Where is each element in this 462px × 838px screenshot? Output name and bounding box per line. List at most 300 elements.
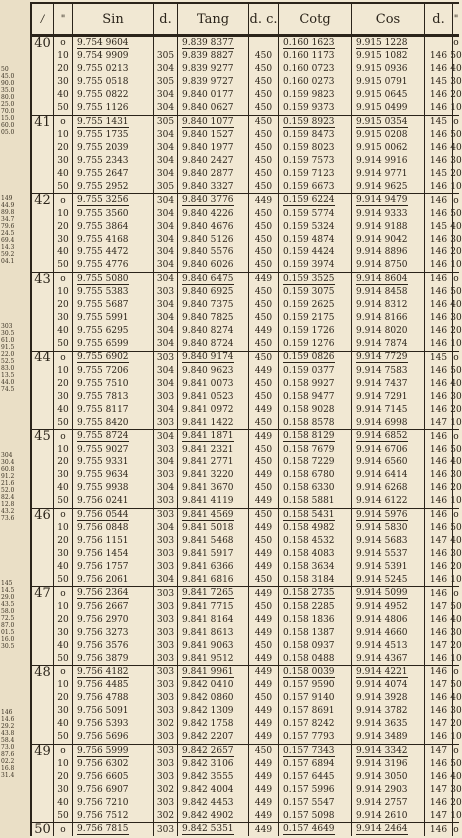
sin-diff-cell: 303 — [154, 535, 178, 548]
seconds-cell: o — [54, 745, 73, 758]
sin-cell: 9.755 6295 — [73, 325, 154, 338]
common-diff-cell: 450 — [249, 482, 279, 495]
tang-cell: 9.840 0627 — [178, 102, 249, 115]
tang-cell: 9.842 2657 — [178, 745, 249, 758]
cos-cell: 9.914 6852 — [352, 430, 425, 443]
common-diff-cell: 449 — [249, 325, 279, 338]
cos-diff-cell: 146 — [425, 522, 453, 535]
cos-diff-cell: 145 — [425, 116, 453, 129]
seconds-right-cell: 40 — [450, 142, 462, 153]
table-row — [32, 482, 462, 495]
table-row — [32, 351, 459, 365]
common-diff-cell: 449 — [249, 561, 279, 574]
seconds-right-cell: 20 — [450, 719, 462, 730]
table-row — [32, 495, 462, 508]
common-diff-cell: 449 — [249, 718, 279, 731]
table-row — [32, 429, 459, 443]
cos-diff-cell: 146 — [425, 731, 453, 744]
sin-cell: 9.755 4472 — [73, 246, 154, 259]
common-diff-cell: 450 — [249, 390, 279, 403]
common-diff-cell: 449 — [249, 809, 279, 822]
tang-cell: 9.841 1422 — [178, 416, 249, 429]
sin-diff-cell: 304 — [154, 129, 178, 142]
tang-cell: 9.839 8827 — [178, 50, 249, 63]
cos-diff-cell: 146 — [425, 377, 453, 390]
seconds-right-cell: 20 — [450, 797, 462, 808]
table-row — [32, 312, 462, 325]
tang-cell: 9.840 9174 — [178, 352, 249, 365]
cos-cell: 9.914 3050 — [352, 771, 425, 784]
cotg-cell: 0.160 0723 — [279, 63, 352, 76]
cos-cell: 9.914 3342 — [352, 745, 425, 758]
degree-cell — [32, 89, 54, 102]
seconds-cell: o — [54, 666, 73, 679]
cotg-cell: 0.158 1836 — [279, 613, 352, 626]
tang-cell: 9.841 9512 — [178, 652, 249, 665]
table-row — [32, 469, 462, 482]
table-row — [32, 50, 462, 63]
seconds-cell: 20 — [54, 377, 73, 390]
cos-cell: 9.914 2903 — [352, 783, 425, 796]
seconds-cell: 50 — [54, 495, 73, 508]
cos-cell: 9.914 2757 — [352, 796, 425, 809]
sin-diff-cell: 303 — [154, 352, 178, 365]
table-row — [32, 822, 459, 836]
table-row — [32, 272, 459, 286]
degree-cell — [32, 456, 54, 469]
sin-diff-cell: 303 — [154, 509, 178, 522]
sin-diff-cell: 302 — [154, 783, 178, 796]
tang-cell: 9.840 6925 — [178, 286, 249, 299]
seconds-right-cell: 50 — [450, 208, 462, 219]
degree-cell — [32, 259, 54, 272]
degree-cell — [32, 613, 54, 626]
tang-cell: 9.841 7265 — [178, 587, 249, 600]
table-row — [32, 89, 462, 102]
cotg-cell: 0.159 5324 — [279, 220, 352, 233]
degree-cell — [32, 771, 54, 784]
common-diff-cell: 449 — [249, 652, 279, 665]
seconds-cell: 50 — [54, 416, 73, 429]
common-diff-cell: 449 — [249, 430, 279, 443]
cos-cell: 9.914 3196 — [352, 758, 425, 771]
seconds-cell: 20 — [54, 771, 73, 784]
sin-cell: 9.755 2343 — [73, 154, 154, 167]
sin-cell: 9.755 0822 — [73, 89, 154, 102]
seconds-right-cell: o — [453, 746, 459, 757]
sin-diff-cell: 303 — [154, 548, 178, 561]
tang-cell: 9.839 9277 — [178, 63, 249, 76]
cotg-cell: 0.157 8691 — [279, 705, 352, 718]
degree-cell: 49 — [32, 745, 54, 758]
sin-diff-cell: 303 — [154, 745, 178, 758]
sin-diff-cell: 305 — [154, 50, 178, 63]
seconds-cell: 40 — [54, 167, 73, 180]
cotg-cell: 0.159 2625 — [279, 299, 352, 312]
cos-diff-cell: 146 — [425, 626, 453, 639]
cos-cell: 9.914 9042 — [352, 233, 425, 246]
table-row — [32, 129, 462, 142]
cotg-cell: 0.159 3525 — [279, 273, 352, 286]
table-row — [32, 771, 462, 784]
cos-cell: 9.915 0354 — [352, 116, 425, 129]
cotg-cell: 0.158 4083 — [279, 548, 352, 561]
cos-cell: 9.914 7583 — [352, 364, 425, 377]
seconds-cell: 10 — [54, 600, 73, 613]
table-row — [32, 193, 459, 207]
tang-cell: 9.839 9727 — [178, 76, 249, 89]
table-row — [32, 246, 462, 259]
cos-cell: 9.915 0208 — [352, 129, 425, 142]
seconds-right-cell: 10 — [450, 339, 462, 350]
common-diff-cell: 449 — [249, 194, 279, 207]
seconds-right-cell: 20 — [450, 561, 462, 572]
sin-diff-cell: 303 — [154, 286, 178, 299]
cos-cell: 9.914 9188 — [352, 220, 425, 233]
tang-cell: 9.842 0860 — [178, 692, 249, 705]
trig-log-table — [30, 2, 462, 838]
degree-cell: 43 — [32, 273, 54, 286]
cos-diff-cell: 147 — [425, 809, 453, 822]
tang-cell: 9.840 4676 — [178, 220, 249, 233]
cotg-cell: 0.157 6894 — [279, 758, 352, 771]
cos-diff-cell — [425, 37, 453, 50]
cotg-cell: 0.157 9590 — [279, 679, 352, 692]
sin-cell: 9.755 4168 — [73, 233, 154, 246]
sin-cell: 9.755 9331 — [73, 456, 154, 469]
tang-cell: 9.840 6026 — [178, 259, 249, 272]
table-row — [32, 626, 462, 639]
cos-cell: 9.914 4074 — [352, 679, 425, 692]
sin-diff-cell: 304 — [154, 573, 178, 586]
tang-cell: 9.841 8164 — [178, 613, 249, 626]
sin-diff-cell: 304 — [154, 482, 178, 495]
sin-cell: 9.756 4182 — [73, 666, 154, 679]
common-diff-cell: 450 — [249, 312, 279, 325]
common-diff-cell: 449 — [249, 783, 279, 796]
sin-diff-cell: 303 — [154, 666, 178, 679]
tang-cell: 9.841 2771 — [178, 456, 249, 469]
cotg-cell: 0.159 1276 — [279, 338, 352, 351]
sin-diff-cell: 304 — [154, 522, 178, 535]
cos-diff-cell: 147 — [425, 718, 453, 731]
cos-cell: 9.914 6560 — [352, 456, 425, 469]
seconds-cell: o — [54, 823, 73, 836]
cos-cell: 9.914 7291 — [352, 390, 425, 403]
degree-cell — [32, 220, 54, 233]
cos-diff-cell: 146 — [425, 259, 453, 272]
seconds-cell: o — [54, 116, 73, 129]
tang-cell: 9.840 9623 — [178, 364, 249, 377]
common-diff-cell: 450 — [249, 299, 279, 312]
tang-cell: 9.840 7825 — [178, 312, 249, 325]
sin-diff-cell: 304 — [154, 364, 178, 377]
seconds-cell: 30 — [54, 312, 73, 325]
seconds-cell: 40 — [54, 639, 73, 652]
sin-cell: 9.755 2952 — [73, 180, 154, 193]
cos-cell: 9.914 3928 — [352, 692, 425, 705]
common-diff-cell: 450 — [249, 50, 279, 63]
tang-cell: 9.841 4119 — [178, 495, 249, 508]
seconds-cell: 30 — [54, 233, 73, 246]
seconds-right-cell: 20 — [450, 640, 462, 651]
tang-cell: 9.842 4902 — [178, 809, 249, 822]
cotg-cell: 0.160 0273 — [279, 76, 352, 89]
common-diff-cell: 450 — [249, 509, 279, 522]
sin-diff-cell: 303 — [154, 600, 178, 613]
cotg-cell: 0.159 3075 — [279, 286, 352, 299]
degree-cell — [32, 403, 54, 416]
cotg-cell: 0.159 9823 — [279, 89, 352, 102]
sin-cell: 9.756 7512 — [73, 809, 154, 822]
header-seconds: " — [54, 4, 73, 34]
sin-cell: 9.756 2061 — [73, 573, 154, 586]
margin-proportional-parts: 149 44.9 89.8 34.7 79.6 24.5 69.4 14.3 59.2 04.1 — [1, 195, 15, 265]
cos-diff-cell: 145 — [425, 76, 453, 89]
cos-cell: 9.914 9625 — [352, 180, 425, 193]
sin-cell: 9.756 5091 — [73, 705, 154, 718]
cos-diff-cell: 146 — [425, 50, 453, 63]
header-cos: Cos — [352, 4, 425, 34]
seconds-cell: 30 — [54, 469, 73, 482]
cotg-cell: 0.159 8473 — [279, 129, 352, 142]
cotg-cell: 0.158 3634 — [279, 561, 352, 574]
tang-cell: 9.840 1977 — [178, 142, 249, 155]
sin-cell: 9.755 1431 — [73, 116, 154, 129]
degree-cell: 42 — [32, 194, 54, 207]
sin-diff-cell: 302 — [154, 718, 178, 731]
seconds-right-cell: o — [453, 431, 459, 442]
seconds-right-cell: 50 — [450, 287, 462, 298]
table-row — [32, 573, 462, 586]
cos-diff-cell: 146 — [425, 692, 453, 705]
seconds-cell: o — [54, 587, 73, 600]
table-row — [32, 508, 459, 522]
cotg-cell: 0.158 0937 — [279, 639, 352, 652]
tang-cell: 9.841 5018 — [178, 522, 249, 535]
seconds-right-cell: o — [453, 667, 459, 678]
cotg-cell: 0.157 7343 — [279, 745, 352, 758]
header-seconds-2: " — [453, 13, 459, 25]
cos-cell: 9.914 5391 — [352, 561, 425, 574]
sin-cell: 9.755 9027 — [73, 443, 154, 456]
table-row — [32, 403, 462, 416]
cotg-cell: 0.158 4532 — [279, 535, 352, 548]
sin-cell: 9.756 5999 — [73, 745, 154, 758]
table-row — [32, 783, 462, 796]
cotg-cell: 0.158 2735 — [279, 587, 352, 600]
tang-cell: 9.840 5126 — [178, 233, 249, 246]
sin-cell: 9.755 2039 — [73, 142, 154, 155]
cotg-cell: 0.157 6445 — [279, 771, 352, 784]
table-row — [32, 443, 462, 456]
cotg-cell: 0.157 9140 — [279, 692, 352, 705]
common-diff-cell: 449 — [249, 522, 279, 535]
seconds-right-cell: 50 — [450, 601, 462, 612]
seconds-cell: 30 — [54, 705, 73, 718]
cos-diff-cell: 147 — [425, 745, 453, 758]
cos-cell: 9.914 6998 — [352, 416, 425, 429]
common-diff-cell: 450 — [249, 116, 279, 129]
cotg-cell: 0.158 6780 — [279, 469, 352, 482]
table-row — [32, 744, 459, 758]
table-row — [32, 731, 462, 744]
degree-cell — [32, 142, 54, 155]
degree-cell — [32, 796, 54, 809]
common-diff-cell: 450 — [249, 89, 279, 102]
seconds-right-cell: 10 — [450, 260, 462, 271]
tang-cell: 9.840 8274 — [178, 325, 249, 338]
sin-diff-cell: 304 — [154, 273, 178, 286]
sin-cell: 9.755 9634 — [73, 469, 154, 482]
seconds-right-cell: 20 — [450, 483, 462, 494]
table-row — [32, 325, 462, 338]
sin-diff-cell: 303 — [154, 469, 178, 482]
cos-cell: 9.915 0791 — [352, 76, 425, 89]
sin-diff-cell: 304 — [154, 456, 178, 469]
cotg-cell: 0.158 7229 — [279, 456, 352, 469]
cos-diff-cell: 146 — [425, 129, 453, 142]
seconds-cell: 40 — [54, 403, 73, 416]
sin-cell: 9.756 2667 — [73, 600, 154, 613]
degree-cell — [32, 338, 54, 351]
header-cotg: Cotg — [279, 4, 352, 34]
cos-cell: 9.914 8604 — [352, 273, 425, 286]
cos-cell: 9.914 7729 — [352, 352, 425, 365]
sin-cell: 9.756 7815 — [73, 823, 154, 836]
seconds-right-cell: 10 — [450, 103, 462, 114]
seconds-cell: o — [54, 430, 73, 443]
sin-diff-cell: 304 — [154, 142, 178, 155]
tang-cell: 9.841 0523 — [178, 390, 249, 403]
seconds-right-cell: 40 — [450, 457, 462, 468]
table-row — [32, 522, 462, 535]
tang-cell: 9.840 1077 — [178, 116, 249, 129]
seconds-right-cell: 50 — [450, 523, 462, 534]
common-diff-cell: 449 — [249, 273, 279, 286]
tang-cell: 9.841 4569 — [178, 509, 249, 522]
degree-cell — [32, 443, 54, 456]
sin-diff-cell: 305 — [154, 76, 178, 89]
cotg-cell: 0.158 9028 — [279, 403, 352, 416]
table-row — [32, 758, 462, 771]
common-diff-cell: 449 — [249, 679, 279, 692]
common-diff-cell: 449 — [249, 823, 279, 836]
cotg-cell: 0.159 0377 — [279, 364, 352, 377]
sin-cell: 9.756 2970 — [73, 613, 154, 626]
cos-diff-cell: 146 — [425, 443, 453, 456]
seconds-cell: o — [54, 194, 73, 207]
sin-diff-cell: 304 — [154, 403, 178, 416]
common-diff-cell: 450 — [249, 63, 279, 76]
common-diff-cell: 450 — [249, 338, 279, 351]
common-diff-cell: 450 — [249, 154, 279, 167]
seconds-cell: 10 — [54, 286, 73, 299]
tang-cell: 9.841 6816 — [178, 573, 249, 586]
sin-cell: 9.755 8117 — [73, 403, 154, 416]
degree-cell — [32, 600, 54, 613]
cos-cell: 9.915 1228 — [352, 37, 425, 50]
table-row — [32, 76, 462, 89]
cotg-cell: 0.160 1623 — [279, 37, 352, 50]
degree-cell: 48 — [32, 666, 54, 679]
sin-cell: 9.755 5080 — [73, 273, 154, 286]
table-row — [32, 180, 462, 193]
table-row — [32, 220, 462, 233]
sin-cell: 9.755 9938 — [73, 482, 154, 495]
cotg-cell: 0.159 3974 — [279, 259, 352, 272]
seconds-right-cell: 20 — [450, 168, 462, 179]
seconds-cell: 40 — [54, 482, 73, 495]
seconds-cell: 30 — [54, 154, 73, 167]
tang-cell: 9.841 7715 — [178, 600, 249, 613]
cos-diff-cell: 146 — [425, 573, 453, 586]
seconds-right-cell: o — [453, 117, 459, 128]
sin-diff-cell — [154, 37, 178, 50]
cos-cell: 9.915 0936 — [352, 63, 425, 76]
seconds-right-cell: o — [453, 38, 459, 49]
seconds-cell: 50 — [54, 338, 73, 351]
sin-cell: 9.755 5687 — [73, 299, 154, 312]
table-row — [32, 233, 462, 246]
degree-cell — [32, 286, 54, 299]
degree-cell — [32, 809, 54, 822]
common-diff-cell: 449 — [249, 548, 279, 561]
seconds-cell: 40 — [54, 796, 73, 809]
table-row — [32, 679, 462, 692]
cotg-cell: 0.158 8578 — [279, 416, 352, 429]
cos-diff-cell: 146 — [425, 771, 453, 784]
sin-diff-cell: 303 — [154, 639, 178, 652]
cos-cell: 9.914 9916 — [352, 154, 425, 167]
sin-diff-cell: 304 — [154, 63, 178, 76]
common-diff-cell: 450 — [249, 207, 279, 220]
sin-diff-cell: 304 — [154, 325, 178, 338]
common-diff-cell: 450 — [249, 233, 279, 246]
sin-cell: 9.756 0544 — [73, 509, 154, 522]
tang-cell: 9.841 0972 — [178, 403, 249, 416]
cos-diff-cell: 146 — [425, 430, 453, 443]
degree-cell — [32, 50, 54, 63]
sin-diff-cell: 303 — [154, 692, 178, 705]
common-diff-cell: 449 — [249, 796, 279, 809]
seconds-right-cell: 30 — [450, 706, 462, 717]
common-diff-cell: 449 — [249, 587, 279, 600]
cotg-cell: 0.159 9373 — [279, 102, 352, 115]
common-diff-cell: 450 — [249, 352, 279, 365]
sin-diff-cell: 304 — [154, 102, 178, 115]
cos-diff-cell: 146 — [425, 705, 453, 718]
sin-diff-cell: 304 — [154, 259, 178, 272]
degree-cell — [32, 416, 54, 429]
cos-diff-cell: 146 — [425, 403, 453, 416]
tang-cell: 9.840 5576 — [178, 246, 249, 259]
table-row — [32, 286, 462, 299]
sin-cell: 9.755 5383 — [73, 286, 154, 299]
tang-cell: 9.841 3220 — [178, 469, 249, 482]
degree-cell — [32, 63, 54, 76]
common-diff-cell: 450 — [249, 167, 279, 180]
tang-cell: 9.842 3555 — [178, 771, 249, 784]
seconds-right-cell: 40 — [450, 300, 462, 311]
sin-cell: 9.756 2364 — [73, 587, 154, 600]
sin-cell: 9.756 4485 — [73, 679, 154, 692]
degree-cell — [32, 718, 54, 731]
degree-cell: 47 — [32, 587, 54, 600]
sin-diff-cell: 303 — [154, 823, 178, 836]
cos-cell: 9.914 7437 — [352, 377, 425, 390]
cos-cell: 9.914 9479 — [352, 194, 425, 207]
